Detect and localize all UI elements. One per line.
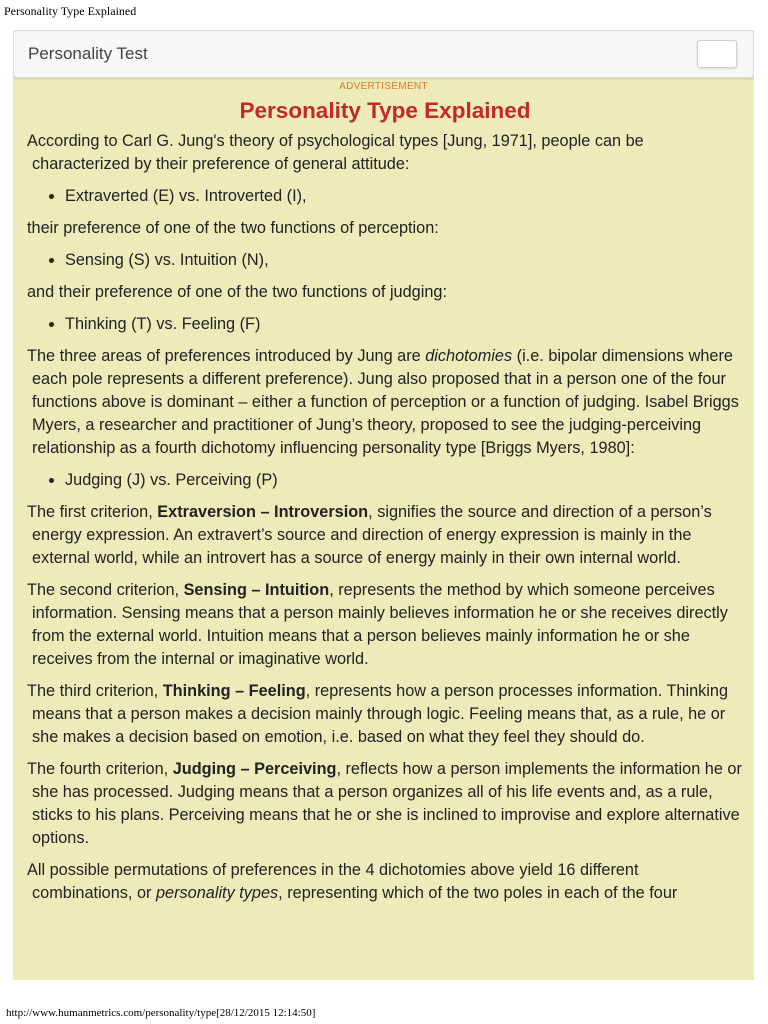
navbar-toggle-button[interactable] [697, 40, 737, 68]
text-run: The three areas of preferences introduced by Jung are [27, 347, 426, 365]
page-container [13, 30, 754, 980]
text-run: The second criterion, [27, 581, 184, 599]
advertisement-label: ADVERTISEMENT [339, 81, 428, 92]
criterion-term: Extraversion – Introversion [157, 503, 369, 521]
criterion-term: Judging – Perceiving [172, 760, 337, 778]
list-item: • Extraverted (E) vs. Introverted (I), [65, 185, 743, 208]
text-run: , representing which of the two poles in each of the four [278, 884, 678, 902]
bullet-list-fourth-dichotomy [27, 469, 743, 492]
paragraph-second-criterion [27, 579, 743, 671]
bullet-list-perception [27, 249, 743, 272]
paragraph-third-criterion [27, 680, 743, 749]
article-title: Personality Type Explained [239, 98, 531, 123]
text-run: The third criterion, [27, 682, 163, 700]
paragraph-judging: and their preference of one of the two functions of judging: [27, 283, 447, 301]
text-run: , represents the method by which someone perceives information. Sensing means that a person mainly believes information he or she receives directly from the external world. Intuition means that a person believes mainly information he or she receives from the internal or imaginative world. [32, 581, 728, 668]
paragraph-intro: According to Carl G. Jung's theory of psychological types [Jung, 1971], people can be characterized by their preference of general attitude: [27, 132, 644, 173]
article-content [27, 96, 743, 914]
criterion-term: Sensing – Intuition [183, 581, 330, 599]
text-run: The fourth criterion, [27, 760, 173, 778]
emphasis-personality-types: personality types [155, 884, 279, 902]
bullet-list-judging [27, 313, 743, 336]
text-run: , represents how a person processes information. Thinking means that a person makes a decision mainly through logic. Feeling means that, as a rule, he or she makes a decision based on emotion, i.e. based on what they feel they should do. [32, 682, 728, 746]
text-run: , signifies the source and direction of a person’s energy expression. An extravert’s source and direction of energy expression is mainly in the external world, while an introvert has a source of energy mainly in their own internal world. [32, 503, 712, 567]
text-run: , reflects how a person implements the information he or she has processed. Judging means that a person organizes all of his life events and, as a rule, sticks to his plans. Perceiving means that he or she is inclined to improvise and explore alternative options. [32, 760, 742, 847]
text-run: (i.e. bipolar dimensions where each pole represents a different preference). Jung also proposed that in a person one of the four functions above is dominant – either a function of perception or a function of judging. Isabel Briggs Myers, a researcher and practitioner of Jung’s theory, proposed to see the judging-perceiving relationship as a fourth dichotomy influencing personality type [Briggs Myers, 1980]: [32, 347, 739, 457]
paragraph-first-criterion [27, 501, 743, 570]
navbar [13, 30, 754, 78]
paragraph-dichotomies [27, 345, 743, 460]
paragraph-perception: their preference of one of the two functions of perception: [27, 219, 439, 237]
print-header-title: Personality Type Explained [4, 4, 137, 18]
emphasis-dichotomies: dichotomies [425, 347, 513, 365]
list-item: • Judging (J) vs. Perceiving (P) [65, 469, 743, 492]
paragraph-fourth-criterion [27, 758, 743, 850]
text-run: The first criterion, [27, 503, 158, 521]
criterion-term: Thinking – Feeling [162, 682, 306, 700]
bullet-list-attitude [27, 185, 743, 208]
paragraph-permutations [27, 859, 743, 905]
print-footer-url: http://www.humanmetrics.com/personality/type[28/12/2015 12:14:50] [6, 1007, 316, 1019]
navbar-brand-link[interactable]: Personality Test [28, 44, 148, 63]
list-item: • Sensing (S) vs. Intuition (N), [65, 249, 743, 272]
list-item: • Thinking (T) vs. Feeling (F) [65, 313, 743, 336]
text-run: All possible permutations of preferences in the 4 dichotomies above yield 16 different combinations, or [27, 861, 639, 902]
